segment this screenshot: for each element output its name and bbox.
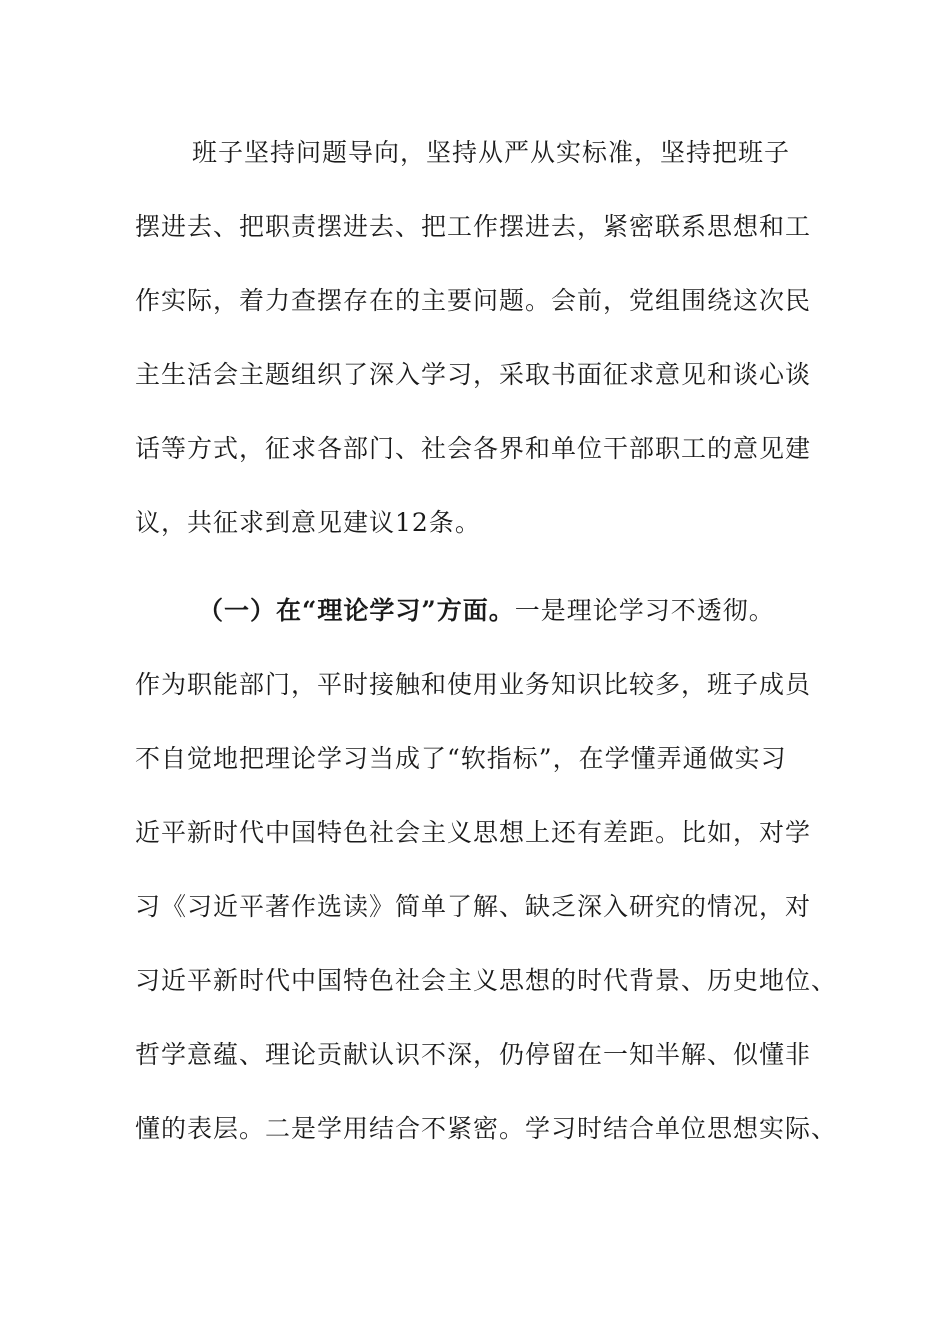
- paragraph-line: 近平新时代中国特色社会主义思想上还有差距。比如，对学: [135, 818, 812, 847]
- paragraph-line: 议，共征求到意见建议12条。: [135, 508, 481, 537]
- paragraph-first-line: [198, 595, 775, 627]
- paragraph-line: 哲学意蕴、理论贡献认识不深，仍停留在一知半解、似懂非: [135, 1040, 812, 1069]
- heading-continuation: 一是理论学习不透彻。: [514, 596, 775, 625]
- paragraph-line: 摆进去、把职责摆进去、把工作摆进去，紧密联系思想和工: [135, 212, 812, 241]
- paragraph-line: 懂的表层。二是学用结合不紧密。学习时结合单位思想实际、: [135, 1114, 838, 1143]
- paragraph-line: 话等方式，征求各部门、社会各界和单位干部职工的意见建: [135, 434, 812, 463]
- paragraph-line: 班子坚持问题导向，坚持从严从实标准，坚持把班子: [192, 138, 791, 167]
- paragraph-line: 作为职能部门，平时接触和使用业务知识比较多，班子成员: [135, 670, 812, 699]
- paragraph-line: 习近平新时代中国特色社会主义思想的时代背景、历史地位、: [135, 966, 838, 995]
- paragraph-line: 不自觉地把理论学习当成了“软指标”，在学懂弄通做实习: [135, 744, 787, 773]
- paragraph-line: 习《习近平著作选读》简单了解、缺乏深入研究的情况，对: [135, 892, 812, 921]
- paragraph-line: 主生活会主题组织了深入学习，采取书面征求意见和谈心谈: [135, 360, 812, 389]
- paragraph-line: 作实际，着力查摆存在的主要问题。会前，党组围绕这次民: [135, 286, 812, 315]
- section-heading: （一）在“理论学习”方面。: [198, 596, 515, 625]
